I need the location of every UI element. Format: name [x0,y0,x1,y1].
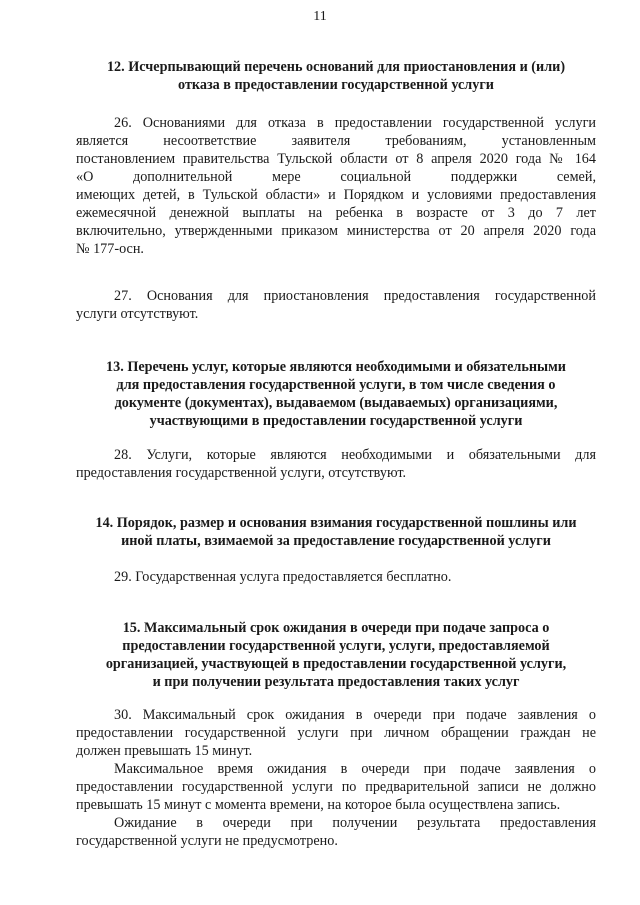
paragraph-line: услуги отсутствуют. [76,306,199,322]
paragraph-30-result-wait [76,814,596,850]
paragraph-line: 27. Основания для приостановления предоставления государственной [114,288,596,304]
paragraph-30 [76,706,596,760]
paragraph-30-wait-time [76,760,596,814]
paragraph-line: ежемесячной денежной выплаты на ребенка в возрасте от 3 до 7 лет [76,205,596,221]
section-12 [76,58,596,94]
paragraph-line: 30. Максимальный срок ожидания в очереди при подаче заявления о [114,707,596,723]
paragraph-line: имеющих детей, в Тульской области» и Порядком и условиями предоставления [76,187,596,203]
paragraph-line: превышать 15 минут с момента времени, на которое была осуществлена запись. [76,797,561,813]
paragraph-line: государственной услуги не предусмотрено. [76,833,338,849]
paragraph-28 [76,446,596,482]
paragraph-line: должен превышать 15 минут. [76,743,253,759]
heading-line: организацией, участвующей в предоставлении государственной услуги, [105,656,567,672]
paragraph-line: Ожидание в очереди при получении результата предоставления [114,815,596,831]
paragraph-line: 26. Основаниями для отказа в предоставлении государственной услуги [114,115,596,131]
section-13 [76,358,596,430]
paragraph-line: постановлением правительства Тульской области от 8 апреля 2020 года № 164 [76,151,596,167]
section-heading [76,619,596,691]
paragraph-29 [76,568,596,586]
paragraph-line: предоставлении государственной услуги при личном обращении граждан не [76,725,596,741]
paragraph-27 [76,287,596,323]
section-14 [76,514,596,550]
heading-line: документе (документах), выдаваемом (выдаваемых) организациями, [114,395,558,411]
paragraph-line: № 177-осн. [76,241,144,257]
heading-line: отказа в предоставлении государственной услуги [178,77,494,93]
section-heading [76,358,596,430]
paragraph-line: 28. Услуги, которые являются необходимыми и обязательными для [114,447,596,463]
heading-line: для предоставления государственной услуги, в том числе сведения о [116,377,556,393]
page-number: 11 [313,9,327,24]
heading-line: 12. Исчерпывающий перечень оснований для приостановления и (или) [106,59,566,75]
paragraph-line: Максимальное время ожидания в очереди при подаче заявления о [114,761,596,777]
paragraph-line: предоставления государственной услуги, отсутствуют. [76,465,407,481]
paragraph-line: предоставлении государственной услуги по предварительной записи не должно [76,779,596,795]
heading-line: иной платы, взимаемой за предоставление государственной услуги [121,533,551,549]
section-heading [76,58,596,94]
paragraph-line: является несоответствие заявителя требованиям, установленным [76,133,596,149]
paragraph-line: «О дополнительной мере социальной поддержки семей, [76,169,596,185]
paragraph-line: 29. Государственная услуга предоставляется бесплатно. [114,569,452,585]
paragraph-line: включительно, утвержденными приказом министерства от 20 апреля 2020 года [76,223,596,239]
section-heading [76,514,596,550]
heading-line: 14. Порядок, размер и основания взимания государственной пошлины или [95,515,577,531]
section-15 [76,619,596,691]
heading-line: и при получении результата предоставления таких услуг [152,674,520,690]
heading-line: предоставлении государственной услуги, услуги, предоставляемой [122,638,550,654]
heading-line: 15. Максимальный срок ожидания в очереди при подаче запроса о [122,620,550,636]
heading-line: участвующими в предоставлении государственной услуги [149,413,523,429]
heading-line: 13. Перечень услуг, которые являются необходимыми и обязательными [106,359,566,375]
paragraph-26 [76,114,596,258]
